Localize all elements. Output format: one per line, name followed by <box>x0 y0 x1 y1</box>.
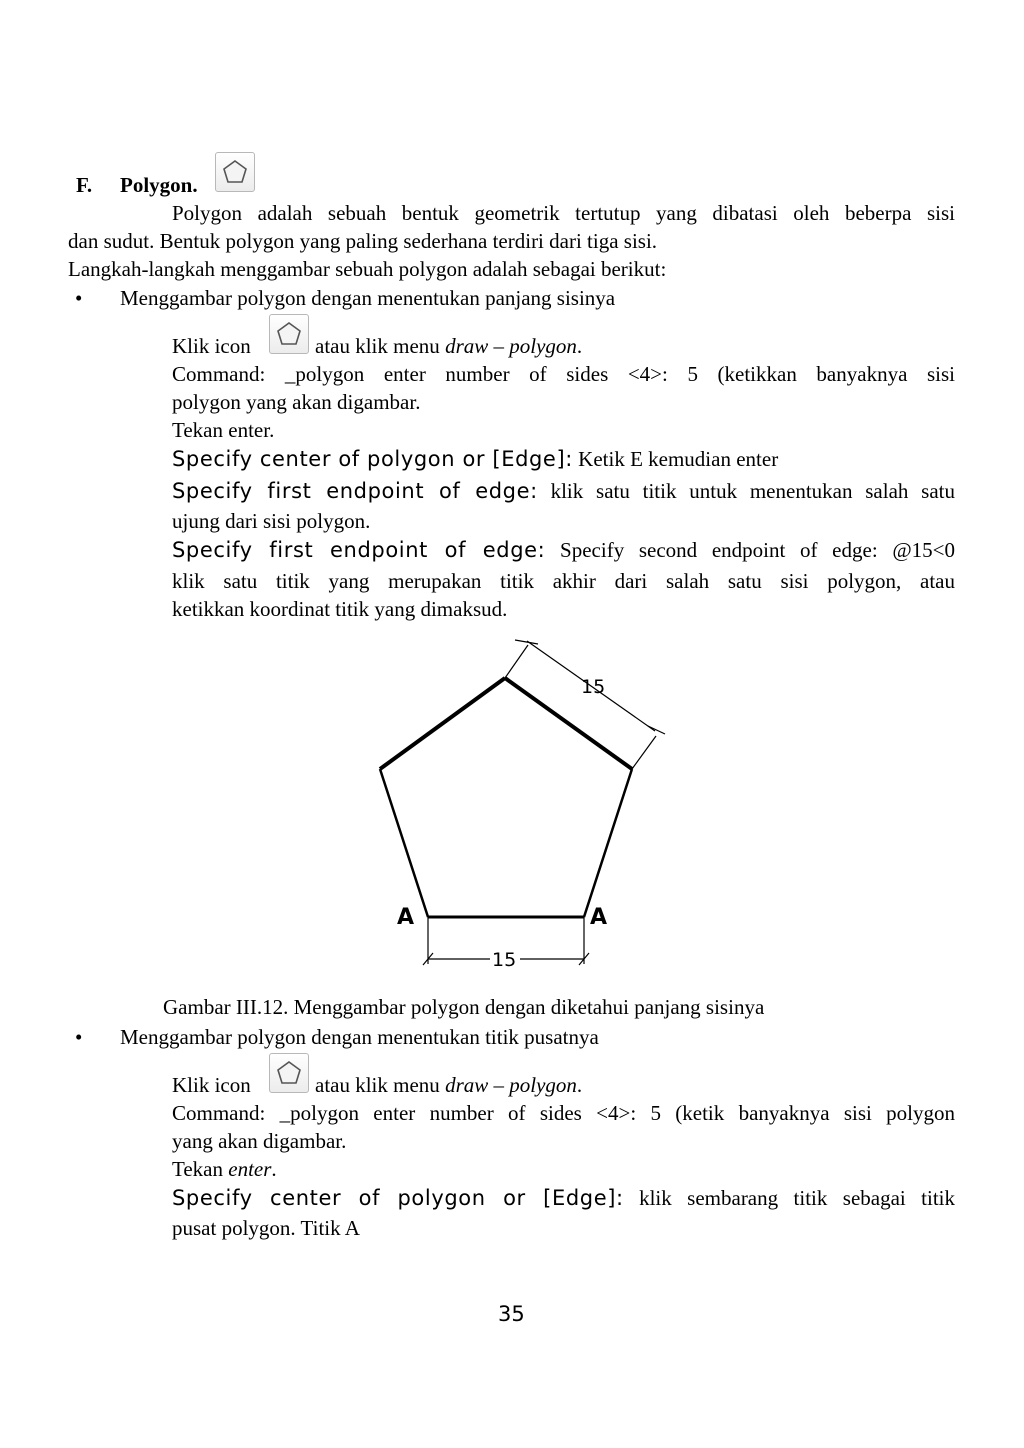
menu-end: . <box>576 1073 583 1097</box>
point-label-left: A <box>397 905 415 930</box>
top-left-edge <box>380 678 505 769</box>
left-edge <box>380 769 428 917</box>
page-number: 35 <box>498 1302 525 1326</box>
spec-text: Specify second endpoint of edge: @15<0 <box>560 538 956 562</box>
click-mid: atau klik menu <box>315 334 440 358</box>
press-end: . <box>271 1157 277 1181</box>
dimension-top <box>505 640 665 769</box>
press-enter <box>172 1157 277 1182</box>
click-icon-text <box>172 1073 251 1098</box>
spec-text: klik sembarang titik sebagai titik <box>639 1186 955 1210</box>
spec-line-1b: pusat polygon. Titik A <box>172 1216 360 1240</box>
polygon-icon <box>269 1053 309 1093</box>
section-letter: F. <box>76 173 93 197</box>
menu-path: draw – polygon <box>445 1073 577 1097</box>
menu-path: draw – polygon <box>445 334 577 358</box>
bullet-2-title: Menggambar polygon dengan menentukan titik pusatnya <box>120 1025 599 1049</box>
command-line-2: yang akan digambar. <box>172 1129 347 1153</box>
spec-line-2b: ujung dari sisi polygon. <box>172 509 371 533</box>
dimension-label-top: 15 <box>581 676 606 698</box>
command-line-1: Command: _polygon enter number of sides <4>: 5 (ketikkan banyaknya sisi <box>172 362 955 386</box>
press-enter: Tekan enter. <box>172 418 275 442</box>
point-label-right: A <box>590 905 608 930</box>
spec-line-3c: ketikkan koordinat titik yang dimaksud. <box>172 597 508 621</box>
figure-caption: Gambar III.12. Menggambar polygon dengan diketahui panjang sisinya <box>163 995 765 1019</box>
click-prefix: Klik icon <box>172 1073 251 1097</box>
menu-end: . <box>576 334 583 358</box>
bullet-1-title: Menggambar polygon dengan menentukan panjang sisinya <box>120 286 616 310</box>
spec-prompt: Specify center of polygon or [Edge]: <box>172 447 573 471</box>
spec-prompt: Specify first endpoint of edge: <box>172 538 546 562</box>
dimension-label-bottom: 15 <box>492 949 517 971</box>
intro-line-2: dan sudut. Bentuk polygon yang paling sederhana terdiri dari tiga sisi. <box>68 229 658 253</box>
spec-text: klik satu titik untuk menentukan salah satu <box>550 479 956 503</box>
press-prefix: Tekan <box>172 1157 224 1181</box>
command-line-1: Command: _polygon enter number of sides <4>: 5 (ketik banyaknya sisi polygon <box>172 1101 955 1125</box>
intro-line-1: Polygon adalah sebuah bentuk geometrik tertutup yang dibatasi oleh beberpa sisi <box>172 201 955 225</box>
press-word: enter <box>228 1157 272 1181</box>
click-mid: atau klik menu <box>315 1073 440 1097</box>
spec-line-1 <box>172 1186 955 1211</box>
bullet-marker: • <box>75 1025 83 1049</box>
click-prefix: Klik icon <box>172 334 251 358</box>
pentagon-shape <box>380 678 632 917</box>
click-menu-text <box>315 1073 582 1098</box>
right-edge <box>584 769 632 917</box>
spec-text: Ketik E kemudian enter <box>578 447 779 471</box>
spec-prompt: Specify center of polygon or [Edge]: <box>172 1186 624 1210</box>
section-title: Polygon. <box>120 173 198 197</box>
command-line-2: polygon yang akan digambar. <box>172 390 421 414</box>
spec-prompt: Specify first endpoint of edge: <box>172 479 538 503</box>
bullet-marker: • <box>75 286 83 310</box>
top-right-edge <box>505 678 632 769</box>
spec-line-3b: klik satu titik yang merupakan titik akhir dari salah satu sisi polygon, atau <box>172 569 955 593</box>
intro-line-3: Langkah-langkah menggambar sebuah polygon adalah sebagai berikut: <box>68 257 667 281</box>
